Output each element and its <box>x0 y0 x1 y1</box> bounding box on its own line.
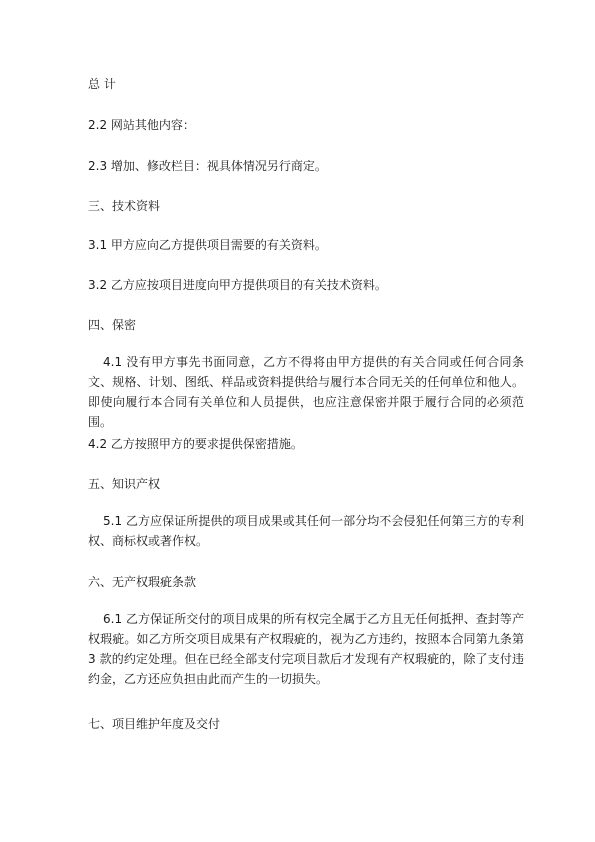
clause-3-2: 3.2 乙方应按项目进度向甲方提供项目的有关技术资料。 <box>88 278 387 292</box>
section-heading-maintenance: 七、项目维护年度及交付 <box>88 717 221 731</box>
clause-2-2: 2.2 网站其他内容： <box>88 118 195 132</box>
clause-4-2: 4.2 乙方按照甲方的要求提供保密措施。 <box>88 437 303 451</box>
section-heading-ip: 五、知识产权 <box>88 477 161 491</box>
clause-3-1: 3.1 甲方应向乙方提供项目需要的有关资料。 <box>88 238 327 252</box>
section-heading-no-defects: 六、无产权瑕疵条款 <box>88 575 197 589</box>
clause-4-1: 4.1 没有甲方事先书面同意，乙方不得将由甲方提供的有关合同或任何合同条文、规格、计划、图纸、样品或资料提供给与履行本合同无关的任何单位和他人。即使向履行本合同有关单位和人员提供，也应注意保密并限于履行合同的必须范围。 <box>88 355 524 429</box>
clause-6-1: 6.1 乙方保证所交付的项目成果的所有权完全属于乙方且无任何抵押、查封等产权瑕疵。如乙方所交项目成果有产权瑕疵的，视为乙方违约，按照本合同第九条第 3 款的约定处理。但在已经全部支付完项目款后才发现有产权瑕疵的，除了支付违约金，乙方还应负担由此而产生的一切损失。 <box>88 612 524 686</box>
heading-total: 总 计 <box>88 77 116 91</box>
clause-5-1: 5.1 乙方应保证所提供的项目成果或其任何一部分均不会侵犯任何第三方的专利权、商标权或著作权。 <box>88 514 524 548</box>
section-heading-confidentiality: 四、保密 <box>88 318 137 332</box>
section-heading-tech-materials: 三、技术资料 <box>88 199 161 213</box>
clause-2-3: 2.3 增加、修改栏目：视具体情况另行商定。 <box>88 159 327 173</box>
